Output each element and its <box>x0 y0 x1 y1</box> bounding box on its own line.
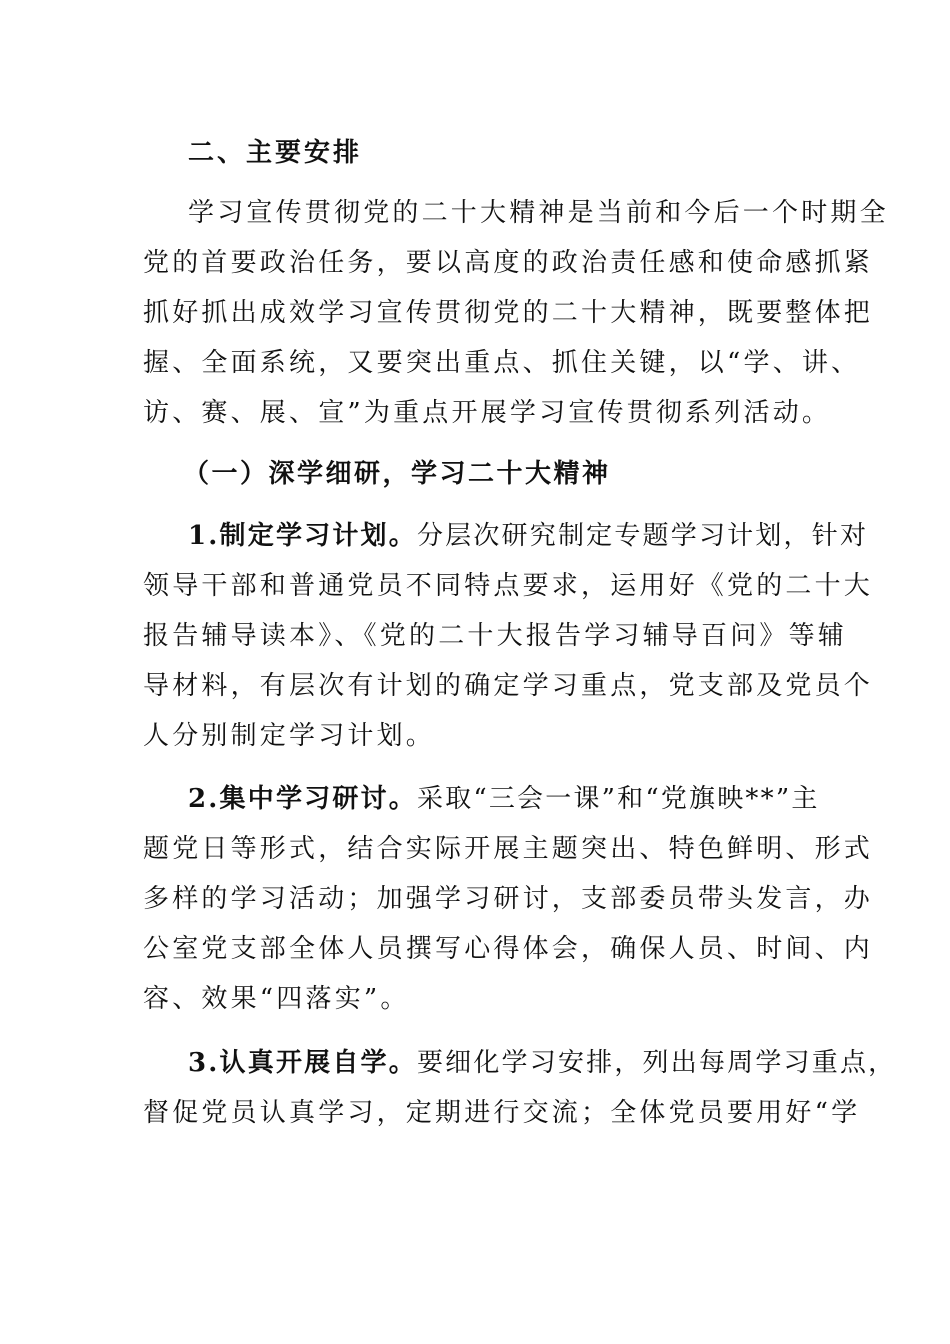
item1-line-3: 报告辅导读本》、《党的二十大报告学习辅导百问》等辅 <box>143 621 848 651</box>
item2-line-1-text: 采取“三会一课”和“党旗映**”主 <box>416 784 820 814</box>
intro-line-5: 访、赛、展、宣”为重点开展学习宣传贯彻系列活动。 <box>143 398 832 428</box>
item1-line-4: 导材料，有层次有计划的确定学习重点，党支部及党员个 <box>143 671 874 701</box>
section-heading: 二、主要安排 <box>188 138 363 168</box>
item2-line-4: 公室党支部全体人员撰写心得体会，确保人员、时间、内 <box>143 934 874 964</box>
intro-line-3: 抓好抓出成效学习宣传贯彻党的二十大精神，既要整体把 <box>143 298 874 328</box>
item2-title: 2.集中学习研讨。 <box>188 784 417 814</box>
item3-title: 3.认真开展自学。 <box>188 1048 417 1078</box>
item2-line-1 <box>188 783 820 817</box>
intro-line-4: 握、全面系统，又要突出重点、抓住关键，以“学、讲、 <box>143 348 861 378</box>
item1-line-2: 领导干部和普通党员不同特点要求，运用好《党的二十大 <box>143 571 874 601</box>
intro-line-2: 党的首要政治任务，要以高度的政治责任感和使命感抓紧 <box>143 248 874 278</box>
item3-line-2: 督促党员认真学习，定期进行交流；全体党员要用好“学 <box>143 1098 861 1128</box>
item2-line-3: 多样的学习活动；加强学习研讨，支部委员带头发言，办 <box>143 884 874 914</box>
item1-line-5: 人分别制定学习计划。 <box>143 721 436 751</box>
intro-line-1: 学习宣传贯彻党的二十大精神是当前和今后一个时期全 <box>188 198 889 228</box>
item3-line-1 <box>188 1047 897 1081</box>
item2-line-2: 题党日等形式，结合实际开展主题突出、特色鲜明、形式 <box>143 834 874 864</box>
item2-line-5: 容、效果“四落实”。 <box>143 984 410 1014</box>
subsection-heading: （一）深学细研，学习二十大精神 <box>183 459 611 489</box>
item1-line-1 <box>188 520 869 554</box>
item3-line-1-text: 要细化学习安排，列出每周学习重点， <box>416 1048 897 1078</box>
item1-line-1-text: 分层次研究制定专题学习计划，针对 <box>416 521 869 551</box>
item1-title: 1.制定学习计划。 <box>188 521 417 551</box>
